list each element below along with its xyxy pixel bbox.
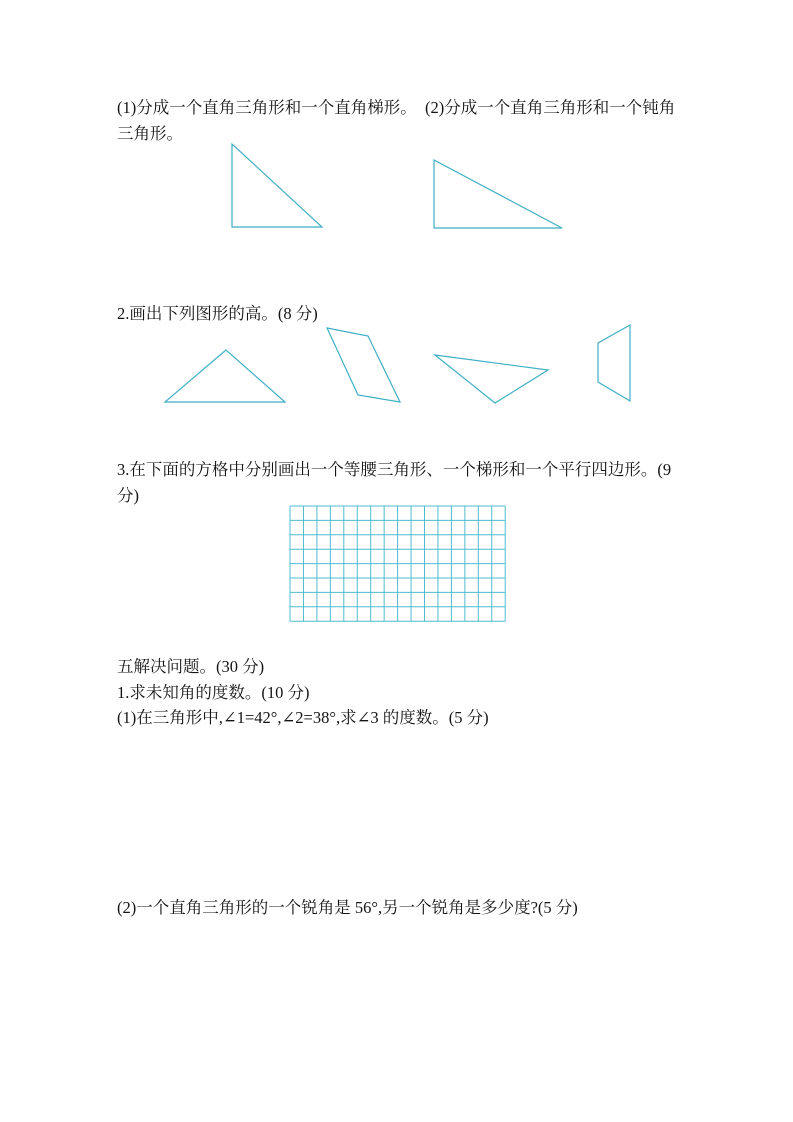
q3-grid-instruction-line2: 分) xyxy=(117,486,139,505)
trapezoid-for-height xyxy=(598,325,630,401)
drawing-grid xyxy=(290,506,505,621)
q2-heights-instruction: 2.画出下列图形的高。(8 分) xyxy=(117,304,318,323)
q1-split-instruction-line2: 三角形。 xyxy=(117,124,183,143)
q1-split-instruction-line1: (1)分成一个直角三角形和一个直角梯形。 (2)分成一个直角三角形和一个钝角 xyxy=(117,98,676,117)
acute-triangle-for-height xyxy=(165,350,285,402)
section5-title: 五解决问题。(30 分) xyxy=(117,657,265,676)
section5-q1-2: (2)一个直角三角形的一个锐角是 56°,另一个锐角是多少度?(5 分) xyxy=(117,898,578,917)
section5-q1-1: (1)在三角形中,∠1=42°,∠2=38°,求∠3 的度数。(5 分) xyxy=(117,708,489,727)
obtuse-triangle-for-height xyxy=(435,355,548,403)
right-triangle-to-split-1 xyxy=(232,144,322,227)
q3-grid-instruction-line1: 3.在下面的方格中分别画出一个等腰三角形、一个梯形和一个平行四边形。(9 xyxy=(117,460,672,479)
parallelogram-for-height xyxy=(327,328,400,402)
right-triangle-to-split-2 xyxy=(434,160,562,228)
section5-q1: 1.求未知角的度数。(10 分) xyxy=(117,683,310,702)
